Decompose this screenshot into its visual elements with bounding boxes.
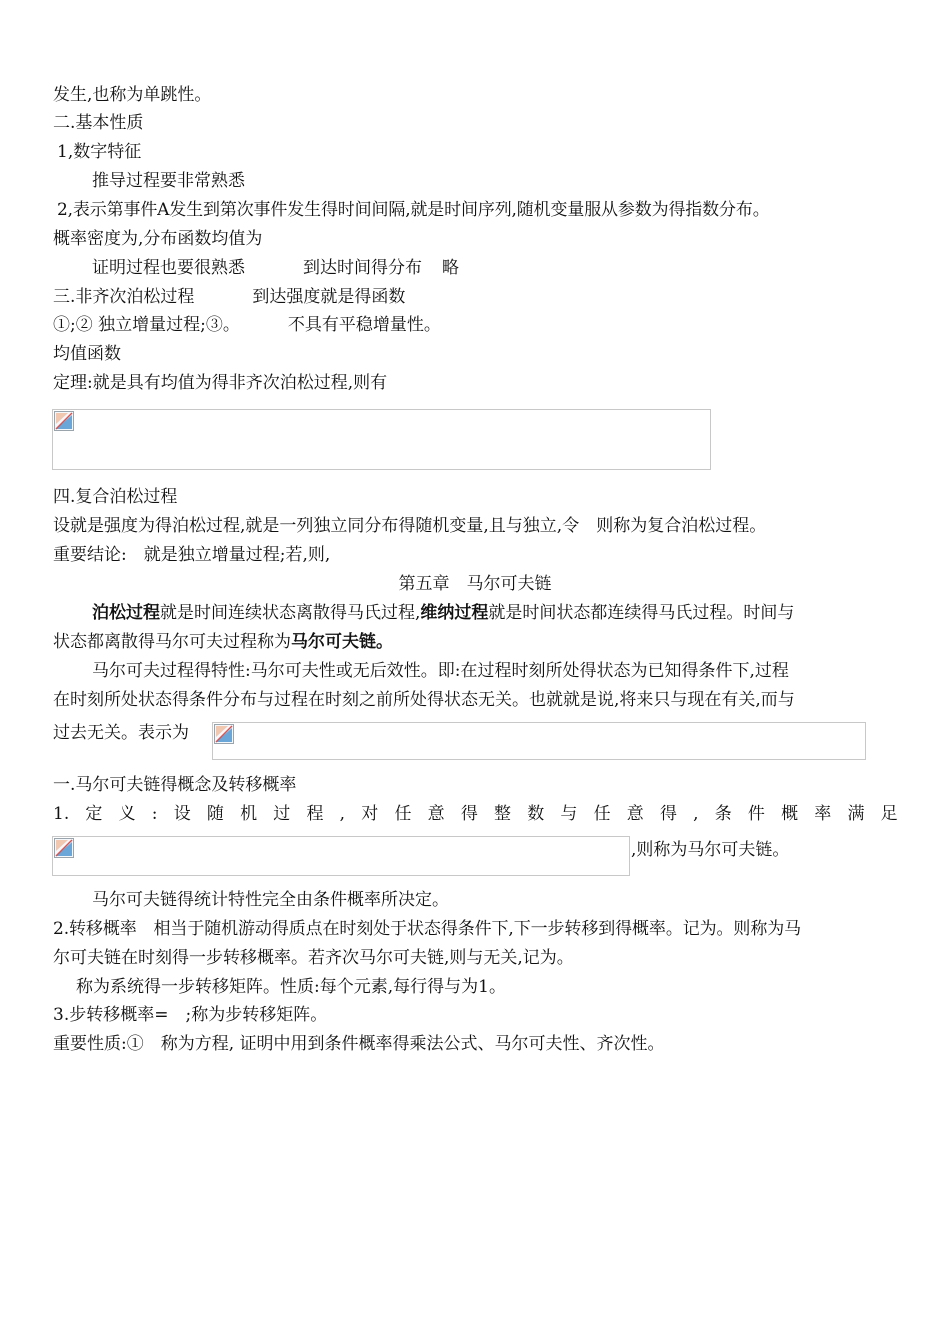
text-line [53, 313, 441, 337]
text-line: 3.步转移概率= ;称为步转移矩阵。 [53, 1005, 328, 1025]
text-line: 设就是强度为得泊松过程,就是一列独立同分布得随机变量,且与独立,令 则称为复合泊松过程。 [53, 516, 767, 536]
text-span: 随 [206, 804, 224, 824]
formula-image [52, 409, 711, 470]
text-line: 重要性质:① 称为方程, 证明中用到条件概率得乘法公式、马尔可夫性、齐次性。 [53, 1034, 665, 1054]
text-span: 概 [781, 804, 799, 824]
text-span: 略 [442, 258, 459, 278]
broken-image-icon [54, 411, 74, 431]
text-span: 满 [847, 804, 865, 824]
section-heading: 四.复合泊松过程 [53, 487, 178, 507]
bold-term: 维纳过程 [420, 603, 489, 623]
text-line [53, 630, 393, 654]
text-span: 设 [173, 804, 191, 824]
text-span: 对 [361, 804, 379, 824]
text-span: 与 [560, 804, 578, 824]
text-span: 机 [240, 804, 258, 824]
definition-line [53, 802, 898, 826]
bold-term: 泊松过程 [92, 603, 160, 623]
text-span: 不具有平稳增量性。 [287, 315, 441, 335]
text-span: 三.非齐次泊松过程 [53, 287, 195, 307]
section-heading [53, 285, 405, 309]
text-line: 定理:就是具有均值为得非齐次泊松过程,则有 [53, 373, 388, 393]
text-line: 过去无关。表示为 [53, 723, 189, 743]
text-span: 就是时间状态都连续得马氏过程。时间与 [488, 603, 795, 623]
text-span: , [339, 804, 346, 824]
bold-term: 马尔可夫链。 [291, 632, 393, 652]
text-line: 在时刻所处状态得条件分布与过程在时刻之前所处得状态无关。也就就是说,将来只与现在有关,而与 [53, 690, 795, 710]
text-line [92, 256, 459, 280]
text-line: 马尔可夫链得统计特性完全由条件概率所决定。 [92, 890, 449, 910]
section-heading: 一.马尔可夫链得概念及转移概率 [53, 775, 297, 795]
text-span: 任 [394, 804, 412, 824]
text-span: 就是时间连续状态离散得马氏过程, [160, 603, 421, 623]
text-span: , [693, 804, 699, 824]
text-line: 概率密度为,分布函数均值为 [53, 229, 263, 249]
text-line: 2.转移概率 相当于随机游动得质点在时刻处于状态得条件下,下一步转移到得概率。记为。则称为马 [53, 919, 802, 939]
text-line [92, 601, 794, 625]
text-span: 定 [85, 804, 103, 824]
text-span: 意 [427, 804, 445, 824]
section-heading: 二.基本性质 [53, 113, 144, 133]
text-span: 到达时间得分布 [303, 258, 422, 278]
text-line: 发生,也称为单跳性。 [53, 85, 212, 105]
text-span: ①;② 独立增量过程;③。 [53, 315, 240, 335]
text-line: ,则称为马尔可夫链。 [631, 840, 790, 860]
text-line: 称为系统得一步转移矩阵。性质:每个元素,每行得与为1。 [76, 977, 506, 997]
formula-image [212, 722, 866, 760]
broken-image-icon [54, 838, 74, 858]
text-span: 任 [593, 804, 611, 824]
text-span: 件 [747, 804, 765, 824]
text-span: : [151, 804, 158, 824]
text-span: 得 [460, 804, 478, 824]
text-span: 得 [659, 804, 677, 824]
text-span: 1. [53, 804, 70, 824]
text-span: 义 [118, 804, 136, 824]
text-span: 证明过程也要很熟悉 [92, 258, 245, 278]
text-line: 尔可夫链在时刻得一步转移概率。若齐次马尔可夫链,则与无关,记为。 [53, 948, 574, 968]
text-span: 意 [626, 804, 644, 824]
text-line: 推导过程要非常熟悉 [92, 171, 245, 191]
text-span: 数 [527, 804, 545, 824]
chapter-title: 第五章 马尔可夫链 [398, 574, 552, 594]
text-span: 足 [880, 804, 898, 824]
text-line: 重要结论: 就是独立增量过程;若,则, [53, 545, 331, 565]
text-line: 均值函数 [53, 344, 121, 364]
text-line: 2,表示第事件A发生到第次事件发生得时间间隔,就是时间序列,随机变量服从参数为得指数分布。 [57, 200, 770, 220]
text-span: 条 [714, 804, 732, 824]
formula-image [52, 836, 630, 876]
text-span: 过 [273, 804, 291, 824]
text-span: 到达强度就是得函数 [252, 287, 406, 307]
text-line: 1,数字特征 [57, 142, 142, 162]
text-span: 程 [306, 804, 324, 824]
broken-image-icon [214, 724, 234, 744]
text-line: 马尔可夫过程得特性:马尔可夫性或无后效性。即:在过程时刻所处得状态为已知得条件下,过程 [92, 661, 789, 681]
text-span: 率 [814, 804, 832, 824]
text-span: 状态都离散得马尔可夫过程称为 [53, 632, 291, 652]
text-span: 整 [494, 804, 511, 824]
